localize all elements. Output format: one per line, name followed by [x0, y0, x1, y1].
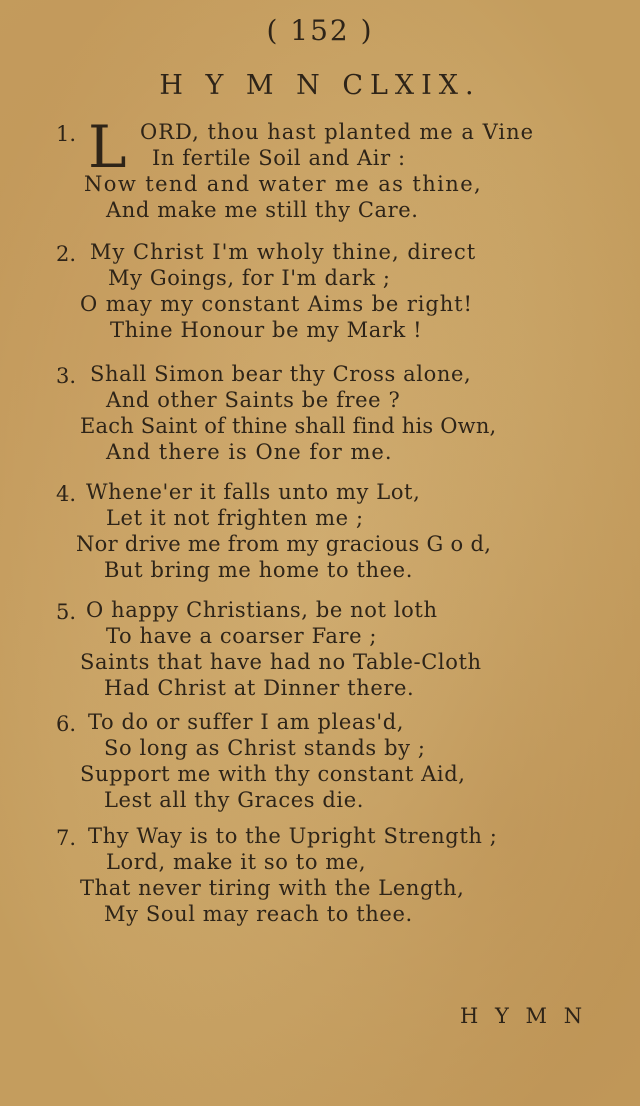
stanza-line: To do or suffer I am pleas'd,: [88, 710, 405, 734]
stanza-line: But bring me home to thee.: [104, 558, 413, 582]
stanza-line: Lest all thy Graces die.: [104, 788, 365, 812]
stanza-line: Nor drive me from my gracious G o d,: [76, 532, 492, 556]
hymn-title: H Y M N CLXIX.: [159, 70, 481, 101]
stanza-number: 4.: [56, 482, 77, 506]
catchword: H Y M N: [460, 1004, 588, 1028]
stanza-number: 5.: [56, 600, 77, 624]
stanza-line: Had Christ at Dinner there.: [104, 676, 415, 700]
stanza-line: O may my constant Aims be right!: [80, 292, 473, 316]
stanza-number: 3.: [56, 364, 77, 388]
stanza-line: My Goings, for I'm dark ;: [108, 266, 391, 290]
stanza-line: Thy Way is to the Upright Strength ;: [88, 824, 498, 848]
stanza-line: Saints that have had no Table-Cloth: [80, 650, 482, 674]
stanza-line: My Soul may reach to thee.: [104, 902, 413, 926]
stanza-number: 7.: [56, 826, 77, 850]
stanza-line: So long as Christ stands by ;: [104, 736, 426, 760]
stanza-line: And other Saints be free ?: [106, 388, 401, 412]
stanza-line: Lord, make it so to me,: [106, 850, 367, 874]
stanza-line: Whene'er it falls unto my Lot,: [86, 480, 421, 504]
stanza-line: O happy Christians, be not loth: [86, 598, 438, 622]
stanza-line: Each Saint of thine shall find his Own,: [80, 414, 497, 438]
drop-cap-letter: L: [88, 113, 127, 181]
stanza-line: Shall Simon bear thy Cross alone,: [90, 362, 472, 386]
stanza-line: ORD, thou hast planted me a Vine: [140, 120, 535, 144]
stanza-line: My Christ I'm wholy thine, direct: [90, 240, 477, 264]
stanza-number: 2.: [56, 242, 77, 266]
stanza-line: In fertile Soil and Air :: [152, 146, 406, 170]
stanza-number: 6.: [56, 712, 77, 736]
page-number: ( 152 ): [266, 14, 374, 47]
stanza-line: Support me with thy constant Aid,: [80, 762, 466, 786]
stanza-line: And there is One for me.: [106, 440, 393, 464]
stanza-line: Thine Honour be my Mark !: [110, 318, 423, 342]
stanza-line: That never tiring with the Length,: [80, 876, 465, 900]
stanza-line: To have a coarser Fare ;: [106, 624, 378, 648]
stanza-line: Now tend and water me as thine,: [84, 172, 483, 196]
stanza-line: And make me still thy Care.: [106, 198, 419, 222]
stanza-line: Let it not frighten me ;: [106, 506, 364, 530]
stanza-number: 1.: [56, 122, 77, 146]
